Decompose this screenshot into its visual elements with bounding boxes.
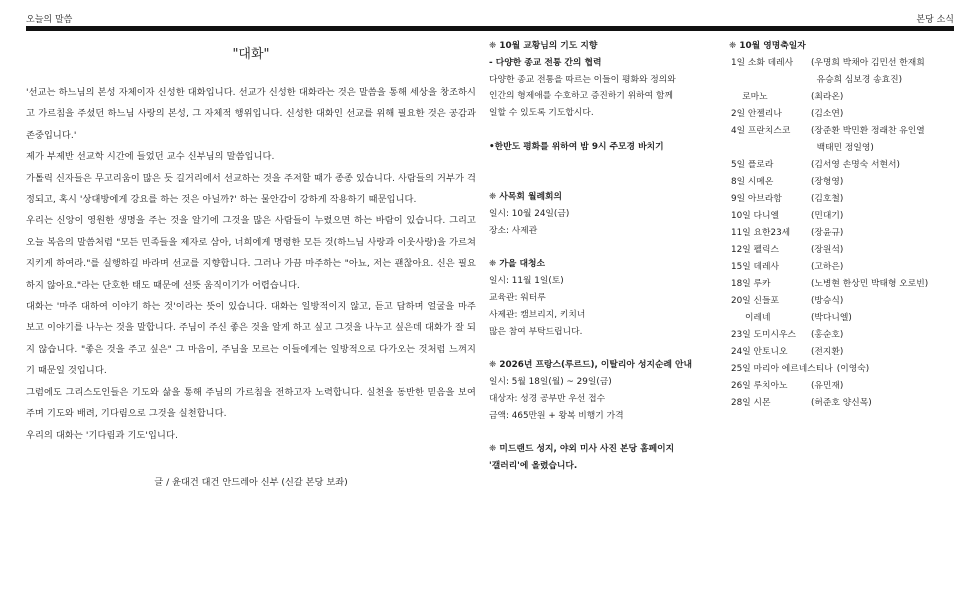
feast-row bbox=[729, 225, 959, 242]
feast-names: (김소연) bbox=[811, 109, 844, 119]
header-rule bbox=[26, 26, 954, 31]
sermon-title: "대화" bbox=[232, 47, 270, 62]
feast-names: (방승식) bbox=[811, 296, 844, 306]
feast-names: 유승희 심보경 송효진) bbox=[811, 75, 903, 85]
section-text: 다양한 종교 전통을 따르는 이들이 평화와 정의와 bbox=[489, 74, 676, 85]
header-right: 본당 소식 bbox=[916, 15, 954, 25]
section-text: 금액: 465만원 + 왕복 비행기 가격 bbox=[489, 410, 624, 421]
feast-names: (장원석) bbox=[811, 245, 844, 255]
section-title: ❈ 가을 대청소 bbox=[489, 259, 545, 270]
feast-row bbox=[729, 191, 959, 208]
section-text: 일시: 5월 18일(월) ~ 29일(금) bbox=[489, 376, 612, 387]
feast-row bbox=[729, 123, 959, 140]
feast-saint: 25일 마리아 에르네스티나 bbox=[731, 364, 833, 374]
feast-names: (노병현 한상민 박태형 오로빈) bbox=[811, 279, 929, 289]
feast-names: (고하은) bbox=[811, 262, 844, 272]
feast-saint: 로마노 bbox=[731, 92, 768, 102]
sermon-column bbox=[26, 40, 476, 488]
feast-row bbox=[729, 361, 959, 378]
section-title: '갤러리'에 올렸습니다. bbox=[489, 460, 578, 471]
sermon-paragraph: 가톨릭 신자들은 무고리움이 많은 듯 길거리에서 선교하는 것을 주저할 때가 종종 있습니다. 사람들의 거부가 걱정되고, 혹시 '상대방에게 강요를 하는 것은 아닐까?' 하는 물안감이 강하게 작용하기 때문입니다. bbox=[26, 172, 476, 206]
feast-saint: 4일 프란치스코 bbox=[731, 126, 791, 136]
feast-days-list bbox=[729, 55, 959, 412]
section-text: 인간의 형제애를 수호하고 증진하기 위하여 함께 bbox=[489, 91, 673, 102]
sermon-signature: 글 / 윤대건 대건 안드레아 신부 (신갈 본당 보좌) bbox=[154, 476, 348, 488]
feast-saint: 1일 소화 데레사 bbox=[731, 58, 794, 68]
feast-row bbox=[729, 378, 959, 395]
section-text: 일시: 11월 1일(토) bbox=[489, 276, 564, 287]
section-text: 많은 참여 부탁드립니다. bbox=[489, 326, 583, 337]
sermon-paragraph: 그럼에도 그리스도인들은 기도와 삶을 통해 주님의 가르침을 전하고자 노력합니다. 실천을 동반한 믿음을 보여주며 기도와 배려, 기다림으로 그것을 실천합니다. bbox=[26, 386, 476, 420]
feast-names: (이영숙) bbox=[836, 364, 870, 374]
feast-names: (박다니엘) bbox=[811, 313, 852, 323]
feast-saint: 11일 요한23세 bbox=[731, 228, 791, 238]
feast-row bbox=[729, 140, 959, 157]
feast-names: (홍순호) bbox=[811, 330, 844, 340]
feast-saint: 15일 데레사 bbox=[731, 262, 779, 272]
section-text: 일할 수 있도록 기도합시다. bbox=[489, 108, 594, 119]
section-title: ❈ 2026년 프랑스(루르드), 이탈리아 성지순례 안내 bbox=[489, 360, 693, 371]
feast-row bbox=[729, 208, 959, 225]
feast-row bbox=[729, 293, 959, 310]
feast-row bbox=[729, 72, 959, 89]
feast-row bbox=[729, 327, 959, 344]
feast-saint: 18일 루카 bbox=[731, 279, 771, 289]
feast-saint: 12일 펠릭스 bbox=[731, 245, 779, 255]
feast-names: (민대기) bbox=[811, 211, 844, 221]
section-text: 교육관: 워터루 bbox=[489, 292, 546, 303]
feast-saint: 9일 아브라함 bbox=[731, 194, 782, 204]
feast-days-title: ❈ 10월 영명축일자 bbox=[729, 41, 806, 51]
feast-names: (김호철) bbox=[811, 194, 844, 204]
section-text: 사제관: 캠브리지, 키치너 bbox=[489, 309, 586, 320]
feast-row bbox=[729, 89, 959, 106]
feast-saint: 26일 루치아노 bbox=[731, 381, 788, 391]
feast-row bbox=[729, 55, 959, 72]
feast-names: (최라온) bbox=[811, 92, 844, 102]
feast-row bbox=[729, 242, 959, 259]
sermon-paragraph: 우리는 신앙이 영원한 생명을 주는 것을 알기에 그것을 많은 사람들이 누렸으면 하는 바람이 있습니다. 그리고 오늘 복음의 말씀처럼 "모든 민족들을 제자로 삼아, 너희에게 명령한 모든 것(하느님 사랑과 이웃사랑)을 가르쳐 지키게 하여라."를 실행하길 바라며 선교를 지향합니다. 그러나 가끔 마주하는 "아뇨, 저는 괜찮아요. 신은 필요하지 않아요."라는 단호한 태도 때문에 선뜻 움직이기가 어렵습니다. bbox=[26, 215, 476, 291]
feast-saint: 5일 플로라 bbox=[731, 160, 774, 170]
feast-names: (허준호 양신목) bbox=[811, 398, 872, 408]
feast-row bbox=[729, 174, 959, 191]
feast-names: (장준환 박민환 정래찬 유인열 bbox=[811, 126, 925, 136]
feast-names: (유민재) bbox=[811, 381, 844, 391]
section-subtitle: - 다양한 종교 전통 간의 협력 bbox=[489, 57, 602, 68]
feast-row bbox=[729, 310, 959, 327]
section-text: 대상자: 성경 공부반 우선 접수 bbox=[489, 393, 606, 404]
section-title: •한반도 평화를 위하여 밤 9시 주모경 바치기 bbox=[489, 141, 664, 152]
feast-names: (김서영 손명숙 서현서) bbox=[811, 160, 900, 170]
sermon-paragraph: 대화는 '마주 대하여 이야기 하는 것'이라는 뜻이 있습니다. 대화는 일방적이지 않고, 듣고 답하며 얼굴을 마주 보고 이야기를 나누는 것을 말합니다. 주님이 주신 좋은 것을 알게 하고 싶고 그것을 나누고 싶은데 대화가 잘 되지 않습니다. "좋은 것을 주고 싶은" 그 마음이, 주님을 모르는 이들에게는 일방적으로 다가오는 것처럼 느껴지기 때문일 것입니다. bbox=[26, 301, 476, 377]
feast-saint: 8일 시메온 bbox=[731, 177, 774, 187]
feast-row bbox=[729, 157, 959, 174]
feast-days-column bbox=[729, 38, 959, 412]
feast-row bbox=[729, 276, 959, 293]
feast-row bbox=[729, 395, 959, 412]
feast-saint: 23일 도미시우스 bbox=[731, 330, 796, 340]
feast-names: (전지환) bbox=[811, 347, 844, 357]
feast-saint: 10일 다니엘 bbox=[731, 211, 779, 221]
feast-names: 백태민 정일영) bbox=[811, 143, 874, 153]
news-column bbox=[489, 38, 727, 475]
sermon-paragraph: 우리의 대화는 '기다림과 기도'입니다. bbox=[26, 429, 178, 441]
section-text: 장소: 사제관 bbox=[489, 225, 538, 236]
feast-row bbox=[729, 344, 959, 361]
section-title: ❈ 미드랜드 성지, 야외 미사 사진 본당 홈페이지 bbox=[489, 444, 675, 455]
feast-saint: 28일 시몬 bbox=[731, 398, 771, 408]
section-text: 일시: 10월 24일(금) bbox=[489, 208, 570, 219]
sermon-paragraph: '선교는 하느님의 본성 자체이자 신성한 대화입니다. 선교가 신성한 대화라는 것은 말씀을 통해 세상을 창조하시고 가르침을 주셨던 하느님 사랑의 본성, 그 자체적 행위입니다. 신성한 대화인 선교를 위해 필요한 것은 공감과 존중입니다.' bbox=[26, 87, 476, 141]
section-title: ❈ 사목회 월례회의 bbox=[489, 192, 562, 203]
feast-names: (장형영) bbox=[811, 177, 844, 187]
feast-saint: 20일 신들포 bbox=[731, 296, 779, 306]
feast-names: (장윤규) bbox=[811, 228, 844, 238]
sermon-paragraph: 제가 부제반 선교학 시간에 들었던 교수 신부님의 말씀입니다. bbox=[26, 151, 275, 163]
feast-row bbox=[729, 259, 959, 276]
header-left: 오늘의 말씀 bbox=[26, 15, 73, 25]
section-title: ❈ 10월 교황님의 기도 지향 bbox=[489, 41, 598, 51]
feast-names: (우명희 박채아 김민선 한재희 bbox=[811, 58, 925, 68]
feast-saint: 24일 안토니오 bbox=[731, 347, 788, 357]
feast-saint: 2일 안젤리나 bbox=[731, 109, 782, 119]
feast-row bbox=[729, 106, 959, 123]
feast-saint: 이레네 bbox=[731, 313, 771, 323]
